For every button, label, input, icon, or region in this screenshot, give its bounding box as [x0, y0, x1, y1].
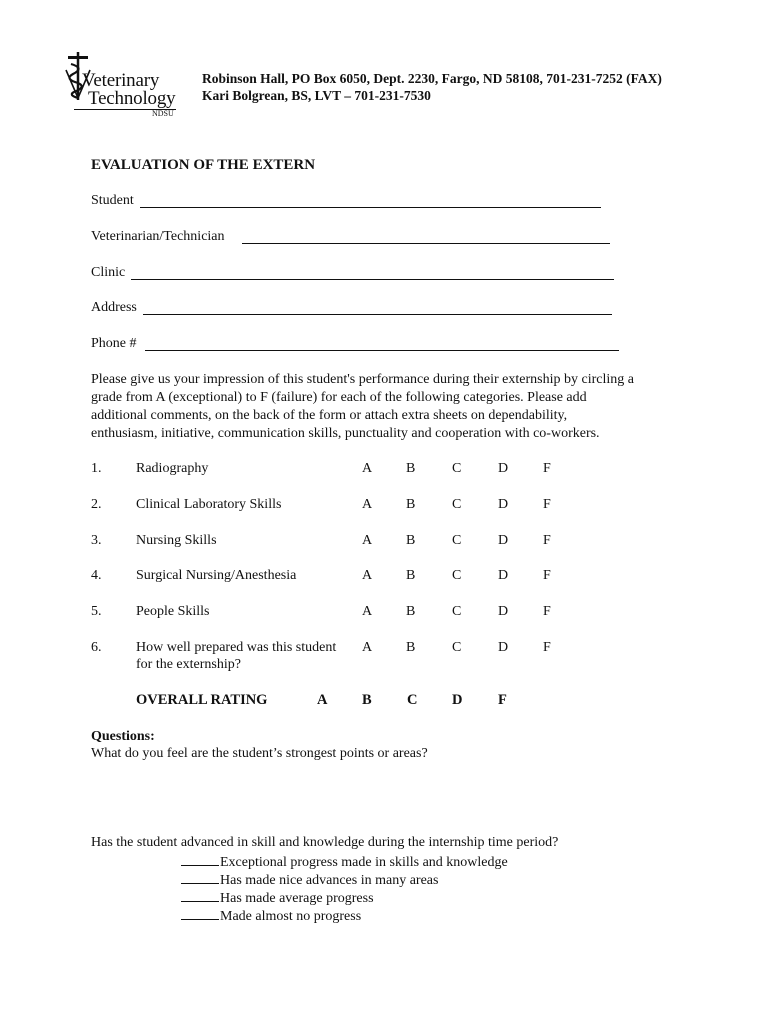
grade-f-option[interactable]: F	[543, 533, 551, 548]
field-veterinarian-label: Veterinarian/Technician	[91, 229, 225, 244]
overall-rating-label: OVERALL RATING	[136, 692, 268, 708]
field-veterinarian-line[interactable]	[242, 243, 610, 244]
grade-f-option[interactable]: F	[543, 640, 551, 655]
instructions-line: enthusiasm, initiative, communication skills, punctuality and cooperation with co-workers.	[91, 426, 600, 441]
header-address: Robinson Hall, PO Box 6050, Dept. 2230, Fargo, ND 58108, 701-231-7252 (FAX)	[202, 71, 662, 86]
instructions-line: additional comments, on the back of the form or attach extra sheets on dependability,	[91, 408, 568, 423]
grade-a-option[interactable]: A	[362, 497, 373, 512]
category-number: 4.	[91, 568, 102, 583]
grade-a-option[interactable]: A	[362, 533, 373, 548]
grade-b-option[interactable]: B	[406, 568, 416, 583]
progress-option-label: Made almost no progress	[220, 909, 362, 924]
grade-d-option[interactable]: D	[498, 461, 509, 476]
grade-d-option[interactable]: D	[498, 497, 509, 512]
grade-c-option[interactable]: C	[452, 604, 462, 619]
overall-grade-b-option[interactable]: B	[362, 692, 372, 708]
field-address-line[interactable]	[143, 314, 612, 315]
instructions-line: Please give us your impression of this student's performance during their externship by circling a	[91, 372, 634, 387]
instructions-line: grade from A (exceptional) to F (failure) for each of the following categories. Please add	[91, 390, 587, 405]
field-student-label: Student	[91, 193, 134, 208]
question-strongest-points: What do you feel are the student’s strongest points or areas?	[91, 746, 428, 761]
grade-f-option[interactable]: F	[543, 604, 551, 619]
grade-b-option[interactable]: B	[406, 604, 416, 619]
grade-a-option[interactable]: A	[362, 640, 373, 655]
instructions-paragraph	[91, 371, 691, 443]
grade-d-option[interactable]: D	[498, 568, 509, 583]
category-label: Nursing Skills	[136, 533, 217, 548]
grade-c-option[interactable]: C	[452, 640, 462, 655]
category-number: 1.	[91, 461, 102, 476]
progress-option-blank[interactable]	[181, 889, 219, 902]
progress-option[interactable]	[181, 853, 508, 871]
overall-grade-c-option[interactable]: C	[407, 692, 418, 708]
grade-b-option[interactable]: B	[406, 640, 416, 655]
field-phone-line[interactable]	[145, 350, 619, 351]
category-label: Radiography	[136, 461, 209, 476]
field-address-label: Address	[91, 300, 137, 315]
field-phone-label: Phone #	[91, 336, 137, 351]
progress-option-label: Exceptional progress made in skills and knowledge	[220, 855, 508, 870]
progress-option[interactable]	[181, 871, 438, 889]
grade-d-option[interactable]: D	[498, 640, 509, 655]
category-label: Clinical Laboratory Skills	[136, 497, 282, 512]
vet-tech-logo	[60, 50, 190, 120]
grade-f-option[interactable]: F	[543, 461, 551, 476]
overall-grade-d-option[interactable]: D	[452, 692, 463, 708]
grade-a-option[interactable]: A	[362, 568, 373, 583]
logo-text-line2: Technology	[88, 88, 176, 109]
progress-option[interactable]	[181, 889, 374, 907]
progress-option-blank[interactable]	[181, 871, 219, 884]
progress-option-label: Has made nice advances in many areas	[220, 873, 439, 888]
grade-f-option[interactable]: F	[543, 568, 551, 583]
category-number: 6.	[91, 640, 102, 655]
progress-option-blank[interactable]	[181, 853, 219, 866]
grade-b-option[interactable]: B	[406, 497, 416, 512]
grade-d-option[interactable]: D	[498, 533, 509, 548]
grade-c-option[interactable]: C	[452, 533, 462, 548]
category-label: How well prepared was this student	[136, 640, 337, 655]
field-clinic-label: Clinic	[91, 265, 126, 280]
questions-heading: Questions:	[91, 729, 155, 744]
overall-grade-f-option[interactable]: F	[498, 692, 507, 708]
question-progress: Has the student advanced in skill and knowledge during the internship time period?	[91, 835, 559, 850]
grade-c-option[interactable]: C	[452, 461, 462, 476]
progress-option-blank[interactable]	[181, 907, 219, 920]
overall-grade-a-option[interactable]: A	[317, 692, 328, 708]
field-clinic-line[interactable]	[131, 279, 614, 280]
progress-option-label: Has made average progress	[220, 891, 374, 906]
category-label: Surgical Nursing/Anesthesia	[136, 568, 297, 583]
progress-option[interactable]	[181, 907, 361, 925]
grade-a-option[interactable]: A	[362, 461, 373, 476]
category-label: People Skills	[136, 604, 210, 619]
grade-d-option[interactable]: D	[498, 604, 509, 619]
logo-text-line1: Veterinary	[82, 70, 160, 91]
field-student-line[interactable]	[140, 207, 601, 208]
grade-b-option[interactable]: B	[406, 461, 416, 476]
grade-c-option[interactable]: C	[452, 568, 462, 583]
category-number: 2.	[91, 497, 102, 512]
grade-c-option[interactable]: C	[452, 497, 462, 512]
category-number: 3.	[91, 533, 102, 548]
grade-b-option[interactable]: B	[406, 533, 416, 548]
logo-ndsu-text: NDSU	[152, 109, 174, 118]
page-title: EVALUATION OF THE EXTERN	[91, 157, 316, 173]
grade-a-option[interactable]: A	[362, 604, 373, 619]
category-label-continued: for the externship?	[136, 657, 241, 672]
category-number: 5.	[91, 604, 102, 619]
grade-f-option[interactable]: F	[543, 497, 551, 512]
header-contact: Kari Bolgrean, BS, LVT – 701-231-7530	[202, 88, 431, 103]
